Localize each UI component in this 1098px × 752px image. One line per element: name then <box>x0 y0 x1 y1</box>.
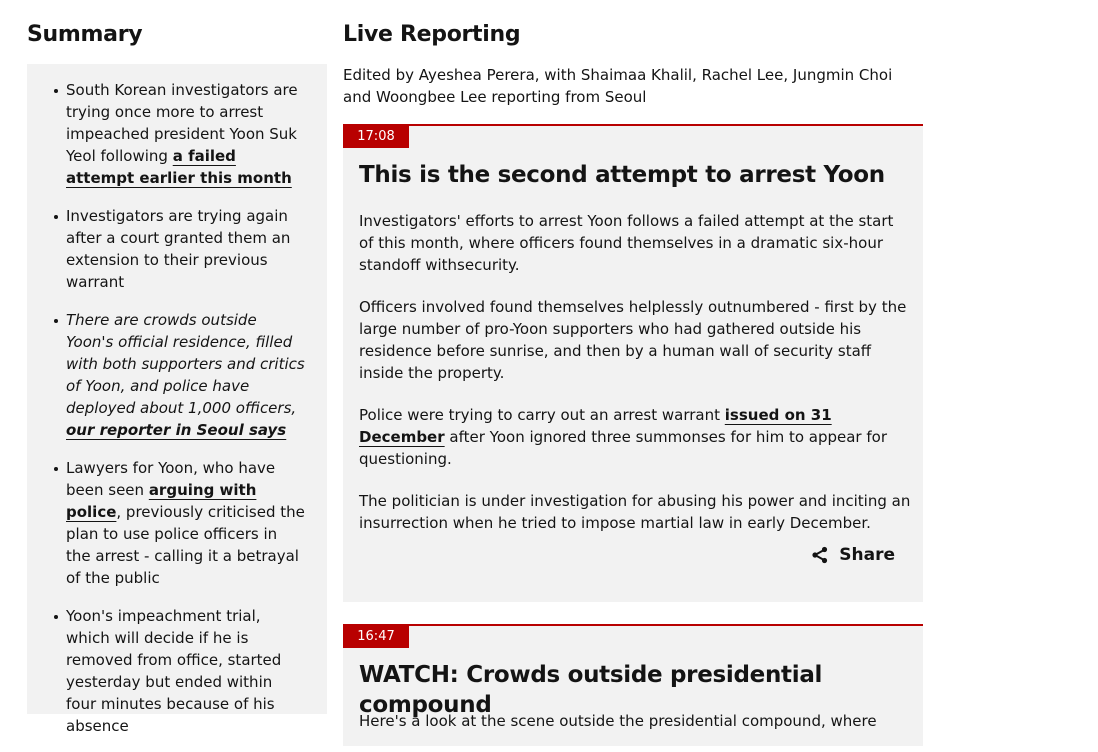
summary-item-text: South Korean investigators are trying once more to arrest impeached president Yoon Suk Yeol following <box>66 81 298 165</box>
share-label: Share <box>839 545 895 565</box>
summary-list <box>27 64 327 737</box>
share-icon <box>811 546 829 564</box>
summary-panel <box>27 64 327 735</box>
paragraph-text: Police were trying to carry out an arrest warrant <box>359 406 725 424</box>
post-time-badge: 16:47 <box>343 626 409 648</box>
live-reporting-heading: Live Reporting <box>343 22 521 47</box>
arguing-with-police-link[interactable]: arguing with police <box>66 481 257 521</box>
live-post <box>343 624 923 746</box>
issued-on-31-december-link[interactable]: issued on 31 December <box>359 406 832 446</box>
post-title: This is the second attempt to arrest Yoon <box>359 162 885 188</box>
summary-item-text: There are crowds outside Yoon's official residence, filled with both supporters and critics of Yoon, and police have deployed about 1,000 officers, <box>66 311 305 417</box>
summary-item <box>66 457 305 589</box>
summary-item <box>66 605 305 737</box>
summary-item-text: Yoon's impeachment trial, which will decide if he is removed from office, started yesterday but ended within four minutes because of his absence <box>66 607 282 735</box>
paragraph-text: Officers involved found themselves helplessly outnumbered - first by the large number of pro-Yoon supporters who had gathered outside his residence before sunrise, and then by a human wall of security staff inside the property. <box>359 298 907 382</box>
summary-item-text: Investigators are trying again after a court granted them an extension to their previous warrant <box>66 207 291 291</box>
post-body <box>359 710 911 752</box>
paragraph-text: The politician is under investigation for abusing his power and inciting an insurrection when he tried to impose martial law in early December. <box>359 492 911 532</box>
paragraph-text: Investigators' efforts to arrest Yoon follows a failed attempt at the start of this month, where officers found themselves in a dramatic six-hour standoff withsecurity. <box>359 212 894 274</box>
post-paragraph <box>359 710 911 732</box>
share-button[interactable] <box>811 544 895 566</box>
post-time-badge: 17:08 <box>343 126 409 148</box>
live-post <box>343 124 923 602</box>
summary-item <box>66 309 305 441</box>
reporter-in-seoul-link[interactable]: our reporter in Seoul says <box>66 421 287 439</box>
post-paragraph <box>359 296 911 384</box>
byline: Edited by Ayeshea Perera, with Shaimaa Khalil, Rachel Lee, Jungmin Choi and Woongbee Lee reporting from Seoul <box>343 66 893 106</box>
summary-item-text: Lawyers for Yoon, who have been seen <box>66 459 276 499</box>
summary-item-text-after: , previously criticised the plan to use police officers in the arrest - calling it a betrayal of the public <box>66 503 305 587</box>
paragraph-text: Here's a look at the scene outside the presidential compound, where <box>359 712 877 730</box>
summary-item <box>66 79 305 189</box>
paragraph-text-after: after Yoon ignored three summonses for him to appear for questioning. <box>359 428 887 468</box>
failed-attempt-link[interactable]: a failed attempt earlier this month <box>66 147 292 187</box>
live-reporting-column <box>343 0 923 730</box>
post-paragraph <box>359 210 911 276</box>
post-paragraph <box>359 404 911 470</box>
post-body <box>359 210 911 554</box>
summary-column <box>27 0 327 735</box>
summary-item <box>66 205 305 293</box>
post-title: WATCH: Crowds outside presidential compound <box>359 662 823 718</box>
summary-heading: Summary <box>27 22 143 47</box>
post-paragraph <box>359 490 911 534</box>
